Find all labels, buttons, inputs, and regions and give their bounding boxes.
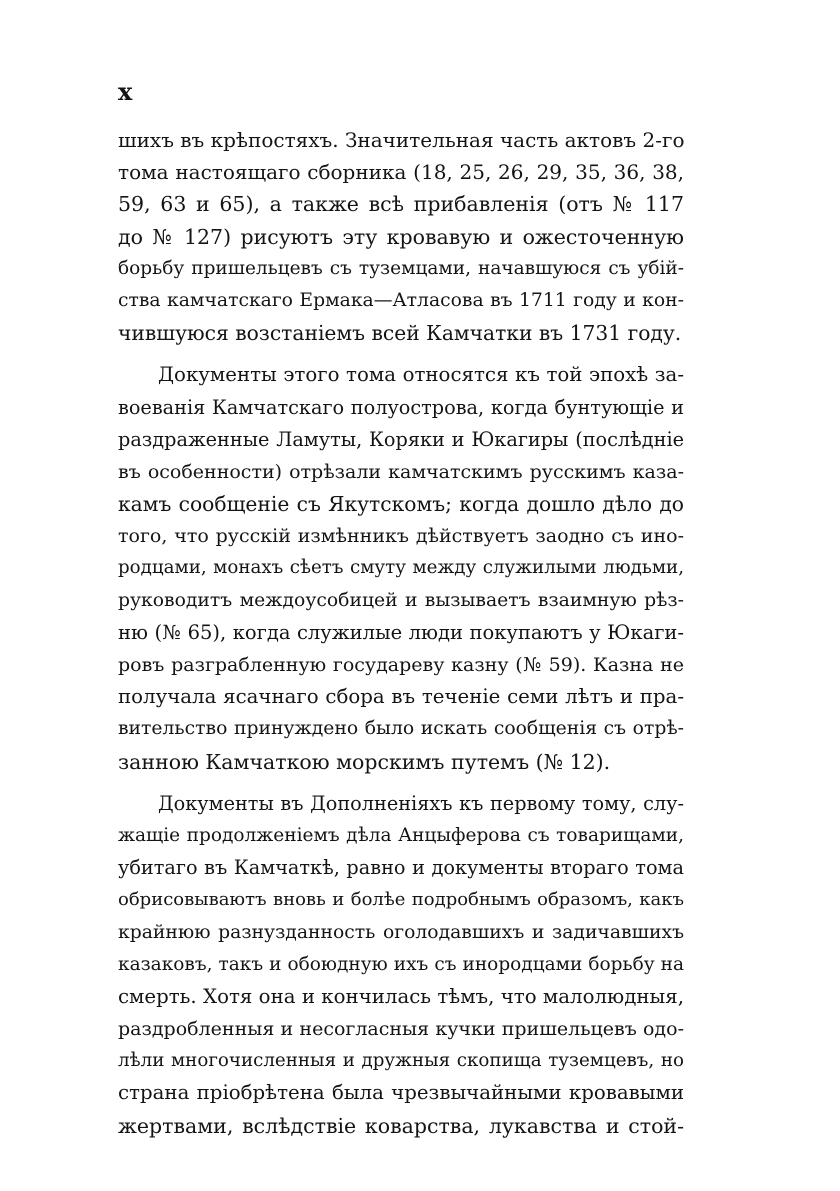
text-line: страна пріобрѣтена была чрезвычайными кровавыми [118,1081,684,1105]
text-line: въ особенности) отрѣзали камчатскимъ русскимъ каза- [118,460,684,483]
text-line: воеванія Камчатскаго полуострова, когда бунтующіе и [118,395,684,419]
text-line: 59, 63 и 65), а также всѣ прибавленія (отъ № 117 [118,192,684,217]
text-line: тома настоящаго сборника (18, 25, 26, 29, 35, 36, 38, [118,160,684,185]
text-line: крайнюю разнузданность оголодавшихъ и задичавшихъ [118,921,684,943]
paragraph [118,124,684,349]
text-line: чившуюся возстаніемъ всей Камчатки въ 1731 году. [118,321,682,346]
text-line: борьбу пришельцевъ съ туземцами, начавшуюся съ убій- [118,257,684,279]
paragraph-gap [118,778,684,788]
text-line: занною Камчаткою морскимъ путемъ (№ 12). [118,749,611,774]
text-line: обрисовываютъ вновь и болѣе подробнымъ образомъ, какъ [118,889,684,911]
text-line: родцами, монахъ сѣетъ смуту между служилыми людьми, [118,557,684,579]
page-number: x [118,77,133,106]
text-line: камъ сообщеніе съ Якутскомъ; когда дошло дѣло до [118,492,684,517]
body-text [118,124,684,1142]
text-line: того, что русскій измѣнникъ дѣйствуетъ заодно съ ино- [118,525,684,548]
paragraph [118,788,684,1142]
text-line: вительство принуждено было искать сообщенія съ отрѣ- [118,718,684,740]
text-line: ровъ разграбленную государеву казну (№ 59). Казна не [118,654,684,676]
text-line: до № 127) рисуютъ эту кровавую и ожесточенную [118,224,684,249]
text-line: шихъ въ крѣпостяхъ. Значительная часть актовъ 2-го [118,128,685,152]
text-line: раздраженные Ламуты, Коряки и Юкагиры (послѣдніе [118,427,684,451]
text-line: казаковъ, такъ и обоюдную ихъ съ инородцами борьбу на [118,953,684,975]
text-line: руководитъ междоусобицей и вызываетъ взаимную рѣз- [118,589,684,611]
text-line: получала ясачнаго сбора въ теченіе семи лѣтъ и пра- [118,685,684,709]
text-line: ню (№ 65), когда служилые люди покупаютъ у Юкаги- [118,620,684,644]
text-line: убитаго въ Камчаткѣ, равно и документы втораго тома [118,856,684,880]
text-line: жертвами, вслѣдствіе коварства, лукавства и стой- [118,1113,684,1138]
text-line: Документы въ Дополненіяхъ къ первому тому, слу- [158,791,684,815]
text-line: жащіе продолженіемъ дѣла Анцыферова съ товарищами, [118,824,684,846]
paragraph [118,359,684,777]
text-line: смерть. Хотя она и кончилась тѣмъ, что малолюдныя, [118,984,684,1008]
text-line: Документы этого тома относятся къ той эпохѣ за- [158,363,684,387]
text-line: раздробленныя и несогласныя кучки пришельцевъ одо- [118,1018,684,1041]
text-line: лѣли многочисленныя и дружныя скопища туземцевъ, но [118,1050,684,1072]
paragraph-gap [118,349,684,359]
text-line: ства камчатскаго Ермака—Атласова въ 1711 году и кон- [118,289,684,311]
